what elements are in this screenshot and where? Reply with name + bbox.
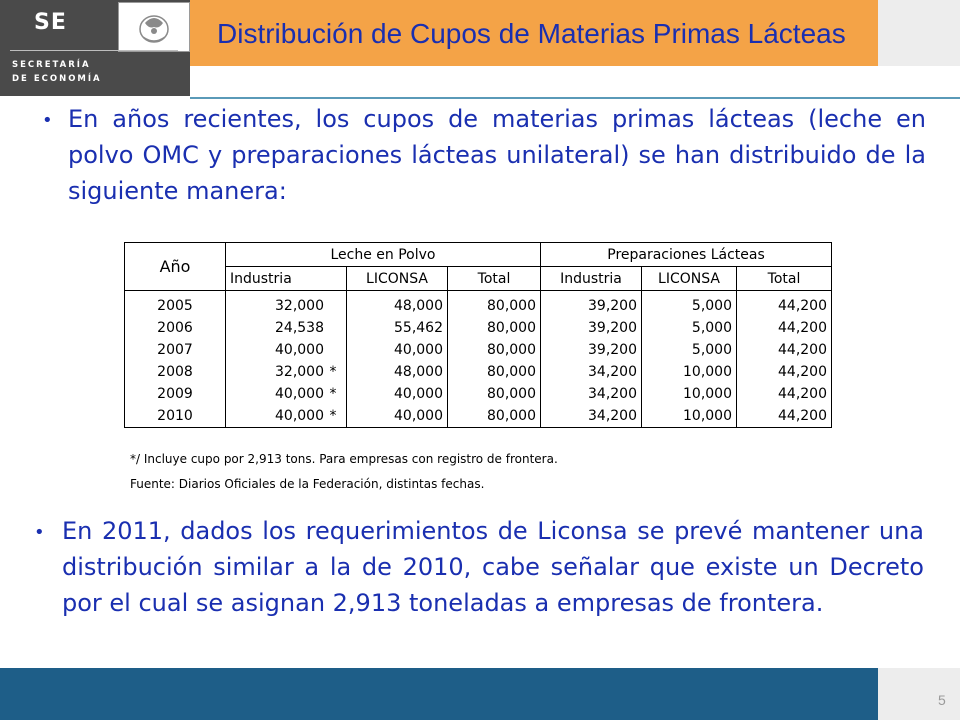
group-header-preparaciones: Preparaciones Lácteas <box>541 243 832 267</box>
cell-year: 2009 <box>125 383 226 405</box>
cell-year: 2008 <box>125 361 226 383</box>
title-bar-corner <box>878 0 960 66</box>
table-row <box>125 317 832 339</box>
cell-value: 40,000 <box>275 386 324 402</box>
cell-value: 55,462 <box>347 317 448 339</box>
cell-value: 39,200 <box>541 291 642 318</box>
cell-value: 39,200 <box>541 317 642 339</box>
cell-value: 44,200 <box>737 317 832 339</box>
cell-value: 34,200 <box>541 405 642 428</box>
cell-value: 40,000 <box>347 383 448 405</box>
cell-year: 2006 <box>125 317 226 339</box>
cell-year: 2010 <box>125 405 226 428</box>
cell-value: 44,200 <box>737 361 832 383</box>
cell-value: 5,000 <box>642 339 737 361</box>
group-header-leche: Leche en Polvo <box>226 243 541 267</box>
cell-value: 34,200 <box>541 383 642 405</box>
quota-table <box>124 242 832 428</box>
cell-year: 2005 <box>125 291 226 318</box>
cell-value: 80,000 <box>448 405 541 428</box>
footnote-mark: * <box>329 386 337 402</box>
cell-year: 2007 <box>125 339 226 361</box>
cell-value: 10,000 <box>642 383 737 405</box>
bullet-text-1: En años recientes, los cupos de materias primas lácteas (leche en polvo OMC y preparaciones lácteas unilateral) se han distribuido de la siguiente manera: <box>68 105 926 205</box>
coat-of-arms-icon <box>118 2 190 52</box>
cell-value: 32,000 <box>275 364 324 380</box>
table-row <box>125 291 832 318</box>
cell-value: 32,000 <box>275 298 324 314</box>
logo-divider <box>10 50 178 51</box>
cell-value: 44,200 <box>737 291 832 318</box>
cell-value: 80,000 <box>448 383 541 405</box>
cell-value: 40,000 <box>347 339 448 361</box>
cell-value: 48,000 <box>347 361 448 383</box>
logo-line1: SECRETARÍA <box>12 60 91 70</box>
cell-value: 44,200 <box>737 405 832 428</box>
cell-value: 24,538 <box>275 320 324 336</box>
cell-value: 10,000 <box>642 405 737 428</box>
page-title: Distribución de Cupos de Materias Primas Lácteas <box>217 18 846 49</box>
cell-value: 80,000 <box>448 291 541 318</box>
table-row <box>125 405 832 428</box>
footer-bar <box>0 668 878 720</box>
year-header: Año <box>125 243 226 291</box>
page-number: 5 <box>938 692 946 708</box>
table-row <box>125 339 832 361</box>
table-footnote: */ Incluye cupo por 2,913 tons. Para empresas con registro de frontera. <box>130 452 558 466</box>
table-row <box>125 361 832 383</box>
col-header: LICONSA <box>347 267 448 291</box>
logo-abbrev: SE <box>34 10 67 35</box>
bullet-icon: • <box>34 522 45 543</box>
col-header: Industria <box>541 267 642 291</box>
cell-value: 40,000 <box>275 342 324 358</box>
cell-value: 44,200 <box>737 383 832 405</box>
col-header: Industria <box>226 267 347 291</box>
cell-value: 44,200 <box>737 339 832 361</box>
cell-value: 80,000 <box>448 339 541 361</box>
cell-value: 5,000 <box>642 317 737 339</box>
cell-value: 10,000 <box>642 361 737 383</box>
logo-block <box>0 0 190 96</box>
cell-value: 80,000 <box>448 361 541 383</box>
col-header: Total <box>737 267 832 291</box>
footnote-mark: * <box>329 364 337 380</box>
footer-corner <box>878 668 960 720</box>
bullet-text-2: En 2011, dados los requerimientos de Liconsa se prevé mantener una distribución similar a la de 2010, cabe señalar que existe un Decreto por el cual se asignan 2,913 toneladas a empresas de frontera. <box>62 517 924 617</box>
cell-value: 80,000 <box>448 317 541 339</box>
cell-value: 40,000 <box>347 405 448 428</box>
bullet-icon: • <box>42 110 53 131</box>
logo-line2: DE ECONOMÍA <box>12 74 102 84</box>
footnote-mark: * <box>329 408 337 424</box>
cell-value: 48,000 <box>347 291 448 318</box>
col-header: Total <box>448 267 541 291</box>
col-header: LICONSA <box>642 267 737 291</box>
table-row <box>125 383 832 405</box>
cell-value: 40,000 <box>275 408 324 424</box>
cell-value: 5,000 <box>642 291 737 318</box>
cell-value: 34,200 <box>541 361 642 383</box>
table-source: Fuente: Diarios Oficiales de la Federación, distintas fechas. <box>130 477 485 491</box>
cell-value: 39,200 <box>541 339 642 361</box>
title-divider <box>190 97 960 99</box>
